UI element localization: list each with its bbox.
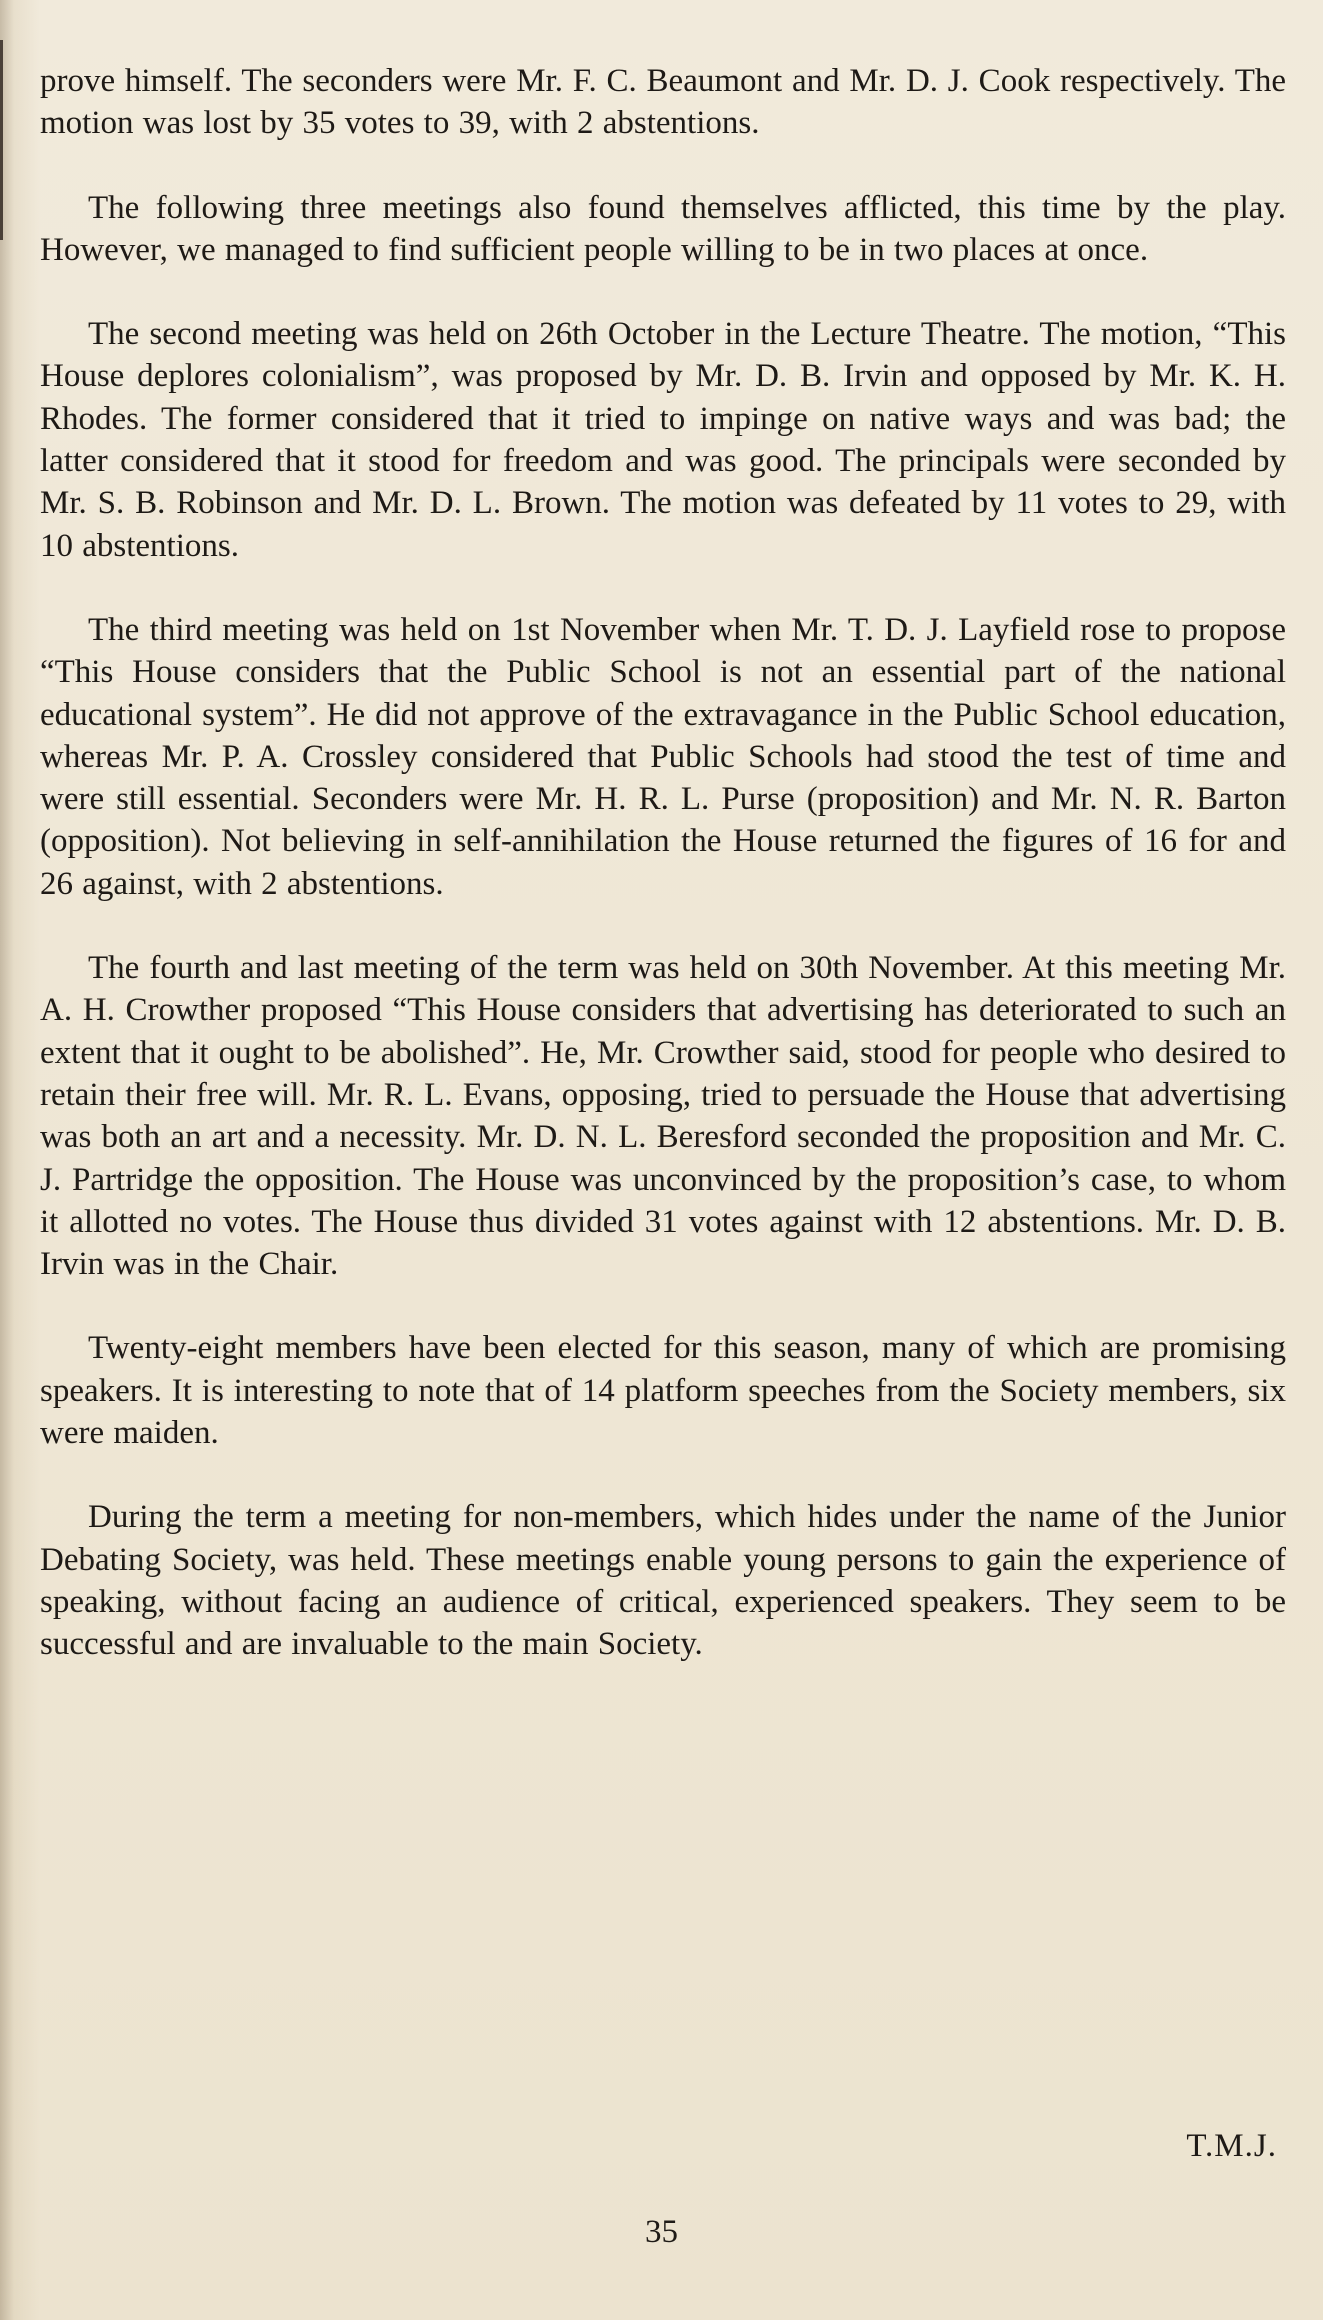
page-number: 35 xyxy=(645,2214,678,2250)
paragraph-7: During the term a meeting for non-members, which hides under the name of the Junior Debating Society, was held. These meetings enable young persons to gain the experience of speaking, without facing an audience of critical, experienced speakers. They seem to be successful and are invaluable to the main Society. xyxy=(40,1499,1286,1663)
paragraph-4: The third meeting was held on 1st November when Mr. T. D. J. Layfield rose to propose “This House considers that the Public School is not an essential part of the national educational system”. He did not approve of the extravagance in the Public School education, whereas Mr. P. A. Crossley considered that Public Schools had stood the test of time and were still essential. Seconders were Mr. H. R. L. Purse (proposition) and Mr. N. R. Barton (opposition). Not believing in self-annihilation the House returned the figures of 16 for and 26 against, with 2 abstentions. xyxy=(40,611,1286,902)
paragraph-5: The fourth and last meeting of the term was held on 30th November. At this meeting Mr. A. H. Crowther proposed “This House considers that advertising has deteriorated to such an extent that it ought to be abolished”. He, Mr. Crowther said, stood for people who desired to retain their free will. Mr. R. L. Evans, opposing, tried to persuade the House that advertising was both an art and a necessity. Mr. D. N. L. Beresford seconded the proposition and Mr. C. J. Partridge the opposition. The House was unconvinced by the proposition’s case, to whom it allotted no votes. The House thus divided 31 votes against with 12 abstentions. Mr. D. B. Irvin was in the Chair. xyxy=(40,950,1286,1283)
paragraph-1: prove himself. The seconders were Mr. F. C. Beaumont and Mr. D. J. Cook respectively. The motion was lost by 35 votes to 39, with 2 abstentions. xyxy=(40,63,1286,142)
paragraph-6: Twenty-eight members have been elected for this season, many of which are promising speakers. It is interesting to note that of 14 platform speeches from the Society members, six were maiden. xyxy=(40,1330,1286,1452)
binding-edge xyxy=(0,40,3,240)
paragraph-3: The second meeting was held on 26th October in the Lecture Theatre. The motion, “This House deplores colonialism”, was proposed by Mr. D. B. Irvin and opposed by Mr. K. H. Rhodes. The former considered that it tried to impinge on native ways and was bad; the latter considered that it stood for freedom and was good. The principals were seconded by Mr. S. B. Robinson and Mr. D. L. Brown. The motion was defeated by 11 votes to 29, with 10 abstentions. xyxy=(40,316,1286,564)
article-body xyxy=(40,60,1286,1708)
paragraph-2: The following three meetings also found themselves afflicted, this time by the play. However, we managed to find sufficient people willing to be in two places at once. xyxy=(40,189,1286,268)
author-signature: T.M.J. xyxy=(1186,2128,1277,2164)
